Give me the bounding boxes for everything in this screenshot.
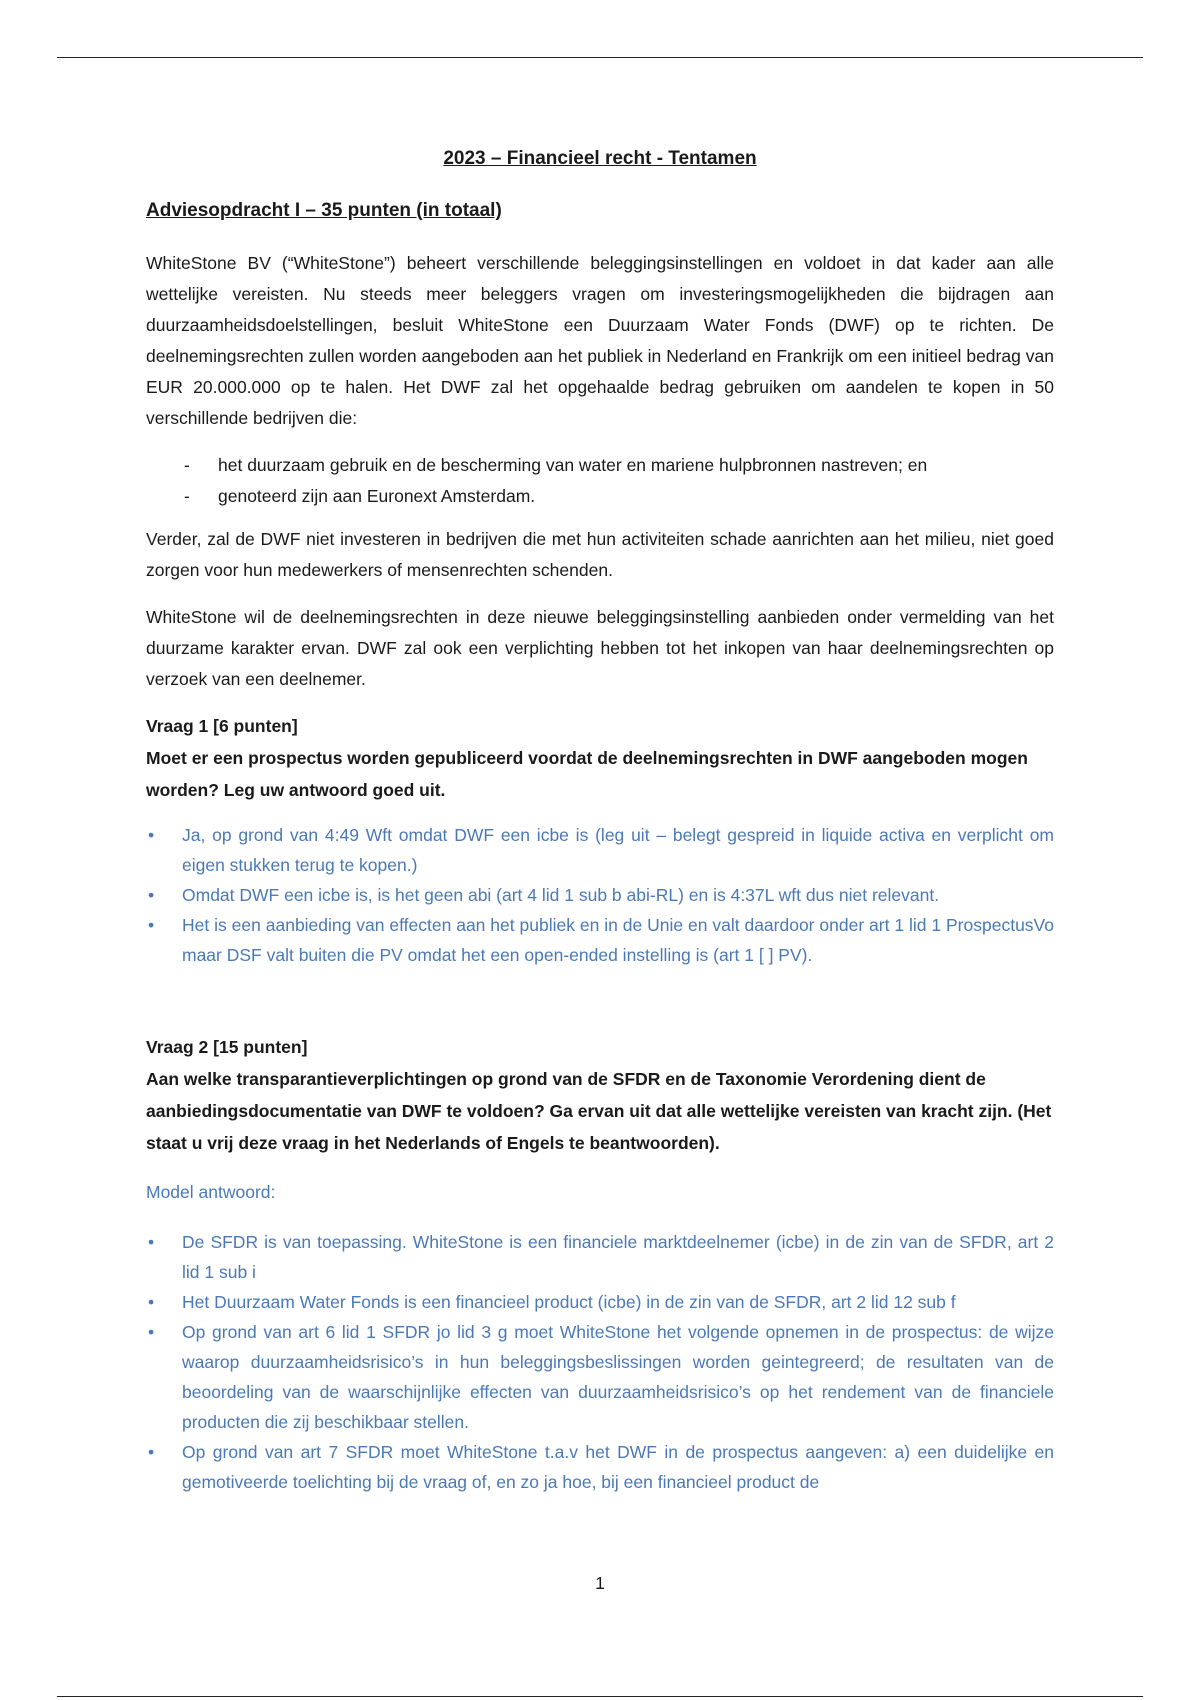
question-1 bbox=[146, 711, 1054, 970]
question-1-label: Vraag 1 [6 punten] bbox=[146, 716, 298, 736]
paragraph-2: Verder, zal de DWF niet investeren in bedrijven die met hun activiteiten schade aanrichten aan het milieu, niet goed zorgen voor hun medewerkers of mensenrechten schenden. bbox=[146, 529, 1054, 580]
criteria-list bbox=[146, 450, 1054, 512]
page-number: 1 bbox=[595, 1573, 605, 1593]
question-1-answers bbox=[146, 820, 1054, 970]
bottom-rule bbox=[57, 1696, 1143, 1697]
answer-item: • Op grond van art 6 lid 1 SFDR jo lid 3 g moet WhiteStone het volgende opnemen in de prospectus: de wijze waarop duurzaamheidsrisico’s in hun beleggingsbeslissingen worden geintegreerd; de resultaten van de beoordeling van de waarschijnlijke effecten van duurzaamheidsrisico’s op het rendement van de financiele producten die zij beschikbaar stellen. bbox=[146, 1317, 1054, 1437]
bullet-icon: • bbox=[148, 825, 155, 845]
bullet-icon: • bbox=[148, 1442, 155, 1462]
answer-item: • Omdat DWF een icbe is, is het geen abi (art 4 lid 1 sub b abi-RL) en is 4:37L wft dus niet relevant. bbox=[146, 880, 1054, 910]
dash-icon: - bbox=[184, 455, 190, 475]
answer-item: • Ja, op grond van 4:49 Wft omdat DWF een icbe is (leg uit – belegt gespreid in liquide activa en verplicht om eigen stukken terug te kopen.) bbox=[146, 820, 1054, 880]
dash-icon: - bbox=[184, 486, 190, 506]
question-2-answers bbox=[146, 1227, 1054, 1497]
paragraph-3: WhiteStone wil de deelnemingsrechten in deze nieuwe beleggingsinstelling aanbieden onder vermelding van het duurzame karakter ervan. DWF zal ook een verplichting hebben tot het inkopen van haar deelnemingsrechten op verzoek van een deelnemer. bbox=[146, 607, 1054, 689]
top-rule bbox=[57, 57, 1143, 58]
model-answer-label: Model antwoord: bbox=[146, 1182, 276, 1202]
bullet-icon: • bbox=[148, 1292, 155, 1312]
criteria-item: - het duurzaam gebruik en de bescherming van water en mariene hulpbronnen nastreven; en bbox=[146, 450, 1054, 481]
question-2-text: Aan welke transparantieverplichtingen op grond van de SFDR en de Taxonomie Verordening dient de aanbiedingsdocumentatie van DWF te voldoen? Ga ervan uit dat alle wettelijke vereisten van kracht zijn. (Het staat u vrij deze vraag in het Nederlands of Engels te beantwoorden). bbox=[146, 1069, 1052, 1153]
answer-item: • Het is een aanbieding van effecten aan het publiek en in de Unie en valt daardoor onder art 1 lid 1 ProspectusVo maar DSF valt buiten die PV omdat het een open-ended instelling is (art 1 [ ] PV). bbox=[146, 910, 1054, 970]
bullet-icon: • bbox=[148, 1322, 155, 1342]
answer-item: • De SFDR is van toepassing. WhiteStone is een financiele marktdeelnemer (icbe) in de zin van de SFDR, art 2 lid 1 sub i bbox=[146, 1227, 1054, 1287]
intro-paragraph: WhiteStone BV (“WhiteStone”) beheert verschillende beleggingsinstellingen en voldoet in dat kader aan alle wettelijke vereisten. Nu steeds meer beleggers vragen om investeringsmogelijkheden die bijdragen aan duurzaamheidsdoelstellingen, besluit WhiteStone een Duurzaam Water Fonds (DWF) op te richten. De deelnemingsrechten zullen worden aangeboden aan het publiek in Nederland en Frankrijk om een initieel bedrag van EUR 20.000.000 op te halen. Het DWF zal het opgehaalde bedrag gebruiken om aandelen te kopen in 50 verschillende bedrijven die: bbox=[146, 253, 1054, 428]
question-2-label: Vraag 2 [15 punten] bbox=[146, 1037, 308, 1057]
document-body bbox=[146, 146, 1054, 1497]
section-title: Adviesopdracht I – 35 punten (in totaal) bbox=[146, 200, 502, 221]
answer-item: • Op grond van art 7 SFDR moet WhiteStone t.a.v het DWF in de prospectus aangeven: a) een duidelijke en gemotiveerde toelichting bij de vraag of, en zo ja hoe, bij een financieel product de bbox=[146, 1437, 1054, 1497]
question-1-text: Moet er een prospectus worden gepubliceerd voordat de deelnemingsrechten in DWF aangeboden mogen worden? Leg uw antwoord goed uit. bbox=[146, 748, 1028, 800]
bullet-icon: • bbox=[148, 1232, 155, 1252]
bullet-icon: • bbox=[148, 915, 155, 935]
question-2 bbox=[146, 1032, 1054, 1497]
bullet-icon: • bbox=[148, 885, 155, 905]
answer-item: • Het Duurzaam Water Fonds is een financieel product (icbe) in de zin van de SFDR, art 2 lid 12 sub f bbox=[146, 1287, 1054, 1317]
document-title: 2023 – Financieel recht - Tentamen bbox=[443, 148, 757, 169]
criteria-item: - genoteerd zijn aan Euronext Amsterdam. bbox=[146, 481, 1054, 512]
